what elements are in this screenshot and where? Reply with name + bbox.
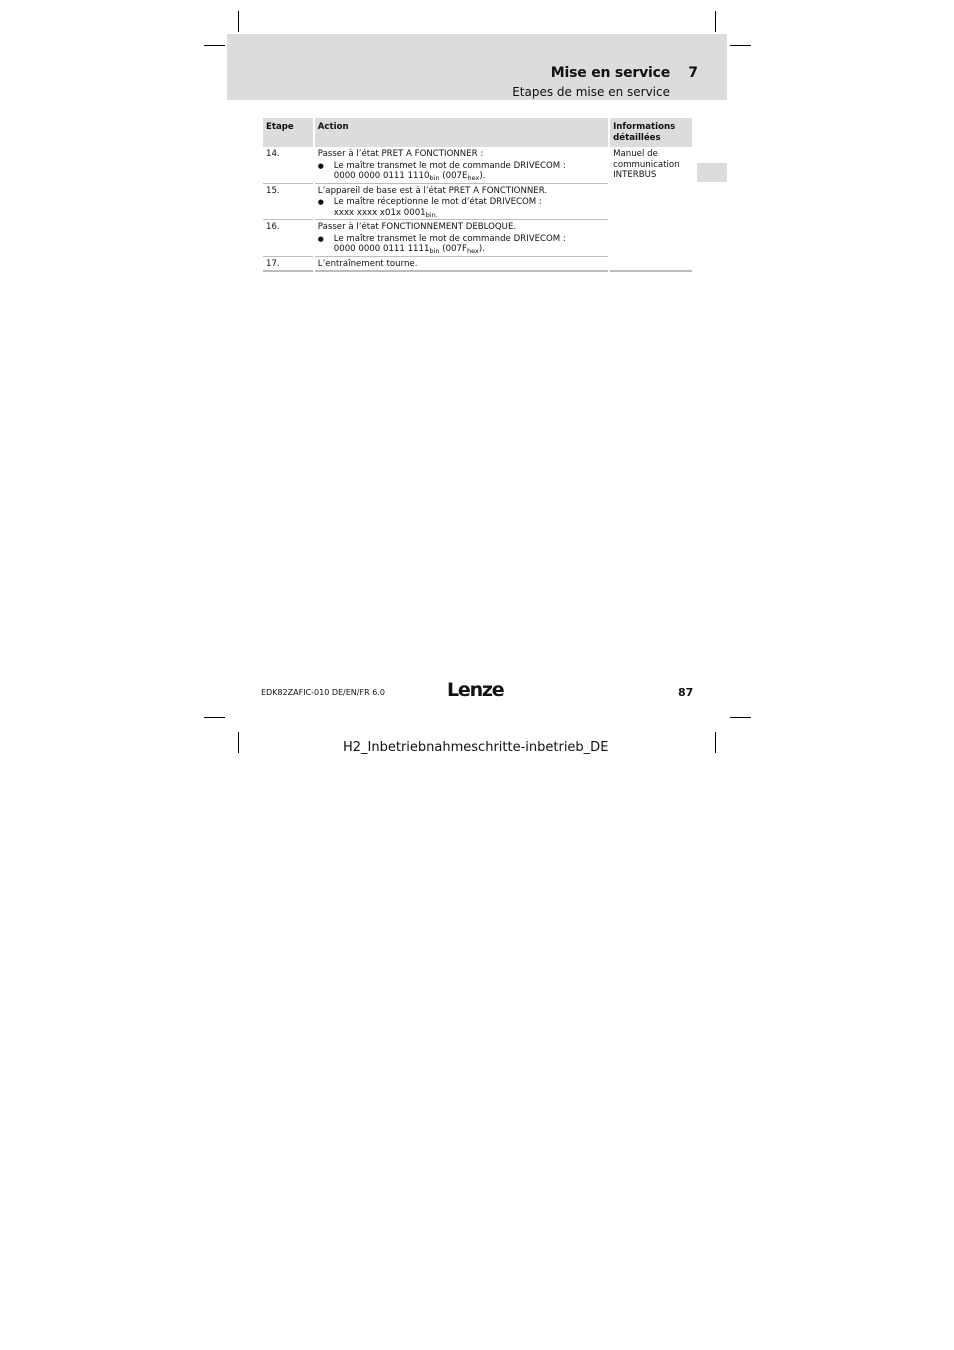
crop-mark (204, 717, 225, 718)
step-action (315, 147, 608, 184)
info-cell-empty (610, 257, 692, 273)
crop-mark (730, 45, 751, 46)
subscript-hex: hex (466, 247, 479, 255)
bullet-icon: ● (317, 161, 324, 170)
bullet-text: Le maître transmet le mot de commande DRIVECOM : (333, 160, 566, 171)
page-subtitle: Etapes de mise en service (512, 85, 670, 99)
crop-mark (238, 11, 239, 32)
bullet-icon: ● (317, 234, 324, 243)
hex-value: (007E (439, 171, 468, 181)
header-step: Etape (263, 118, 313, 147)
subscript-hex: hex (467, 174, 480, 182)
bullet-text: Le maître réceptionne le mot d’état DRIVECOM : (333, 197, 542, 207)
crop-mark (730, 717, 751, 718)
crop-mark (238, 732, 239, 753)
step-number: 15. (263, 184, 313, 221)
lenze-logo: Lenze (447, 679, 504, 701)
step-number: 17. (263, 257, 313, 273)
bullet-item (318, 197, 605, 218)
subscript-bin: bin. (425, 210, 438, 219)
bullet-icon: ● (317, 198, 324, 206)
crop-mark (715, 11, 716, 32)
hex-value: (007F (439, 244, 467, 254)
info-cell: Manuel de communication INTERBUS (613, 149, 680, 180)
document-name: H2_Inbetriebnahmeschritte-inbetrieb_DE (343, 740, 609, 755)
crop-mark (715, 732, 716, 753)
hex-close: ). (478, 244, 485, 254)
header-info: Informations détaillées (610, 118, 692, 147)
chapter-number: 7 (688, 65, 698, 81)
bullet-text: Le maître transmet le mot de commande DRIVECOM : (333, 233, 566, 244)
bullet-item (318, 234, 605, 255)
crop-mark (204, 45, 225, 46)
document-code: EDK82ZAFIC-010 DE/EN/FR 6.0 (261, 688, 385, 697)
table-row (263, 147, 692, 184)
step-number: 16. (263, 220, 313, 257)
steps-table (261, 118, 694, 272)
step-number: 14. (263, 147, 313, 184)
command-word: 0000 0000 0111 1111 (333, 244, 430, 254)
chapter-side-tab (697, 163, 727, 182)
page-header (227, 34, 727, 100)
action-text: Passer à l’état FONCTIONNEMENT DEBLOQUE. (317, 222, 517, 232)
page-title: Mise en service (550, 65, 670, 81)
step-action: L’entraînement tourne. (315, 257, 608, 273)
action-text: Passer à l’état PRET A FONCTIONNER : (317, 149, 484, 159)
step-action (315, 220, 608, 257)
status-word: xxxx xxxx x01x 0001 (333, 207, 426, 218)
bullet-item (318, 161, 605, 182)
step-action (315, 184, 608, 221)
subscript-bin: bin (429, 247, 440, 255)
command-word: 0000 0000 0111 1110 (333, 171, 430, 181)
action-text: L’appareil de base est à l’état PRET A FONCTIONNER. (317, 185, 548, 196)
table-header-row (263, 118, 692, 147)
hex-close: ). (479, 171, 486, 181)
header-action: Action (315, 118, 608, 147)
page-number: 87 (678, 686, 694, 699)
subscript-bin: bin (429, 174, 440, 182)
table-row (263, 257, 692, 273)
